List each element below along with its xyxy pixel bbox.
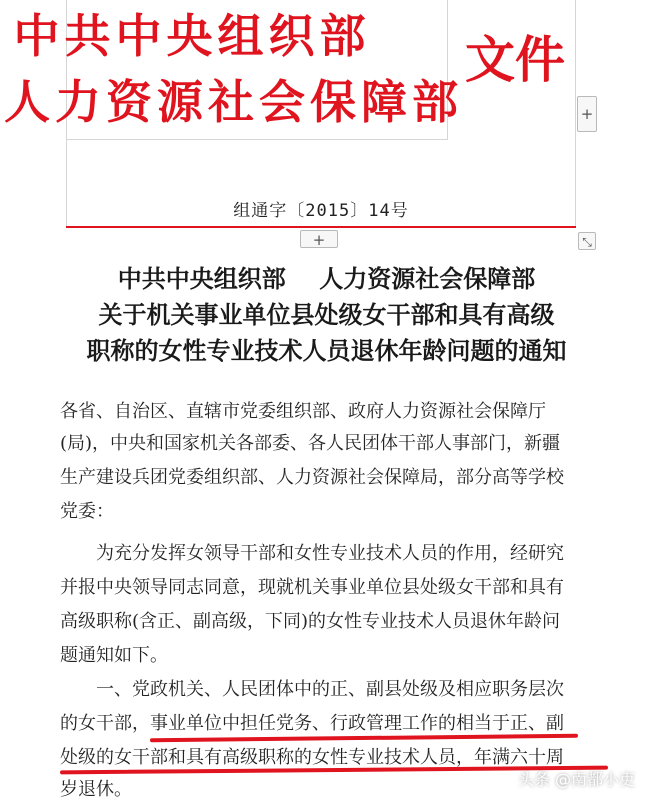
body-line: 各省、自治区、直辖市党委组织部、政府人力资源社会保障厅 xyxy=(60,401,546,422)
title-line-3: 职称的女性专业技术人员退休年龄问题的通知 xyxy=(86,336,567,365)
expand-right-button[interactable]: + xyxy=(577,96,597,132)
document-number: 组通字〔2015〕14号 xyxy=(233,201,409,221)
issuer-name-line-2: 人力资源社会保障部 xyxy=(4,75,463,129)
body-line: 处级的女干部和具有高级职称的女性专业技术人员，年满六十周 xyxy=(60,747,564,768)
document-type-label: 文件 xyxy=(465,31,565,89)
issuer-name-line-1: 中共中央组织部 xyxy=(13,9,371,63)
body-line: 为充分发挥女领导干部和女性专业技术人员的作用，经研究 xyxy=(96,543,564,564)
body-line: (局)，中央和国家机关各部委、各人民团体干部人事部门，新疆 xyxy=(60,433,561,454)
body-line: 岁退休。 xyxy=(60,779,132,800)
body-line: 题通知如下。 xyxy=(60,645,168,666)
body-line: 党委： xyxy=(60,501,114,522)
red-header-rule xyxy=(66,226,576,228)
body-line: 生产建设兵团党委组织部、人力资源社会保障局，部分高等学校 xyxy=(60,467,564,488)
source-watermark: 头条 @南都小吏 xyxy=(517,770,635,789)
expand-bottom-button[interactable]: + xyxy=(300,230,338,248)
body-line: 并报中央领导同志同意，现就机关事业单位县处级女干部和具有 xyxy=(60,577,564,598)
resize-handle-icon[interactable]: ⤡ xyxy=(578,232,596,250)
body-line: 一、党政机关、人民团体中的正、副县处级及相应职务层次 xyxy=(96,679,564,700)
title-line-2: 关于机关事业单位县处级女干部和具有高级 xyxy=(98,300,555,329)
title-line-1: 中共中央组织部 人力资源社会保障部 xyxy=(117,264,536,293)
body-line: 高级职称(含正、副高级，下同)的女性专业技术人员退休年龄问 xyxy=(60,611,561,632)
body-line: 的女干部，事业单位中担任党务、行政管理工作的相当于正、副 xyxy=(60,713,564,734)
